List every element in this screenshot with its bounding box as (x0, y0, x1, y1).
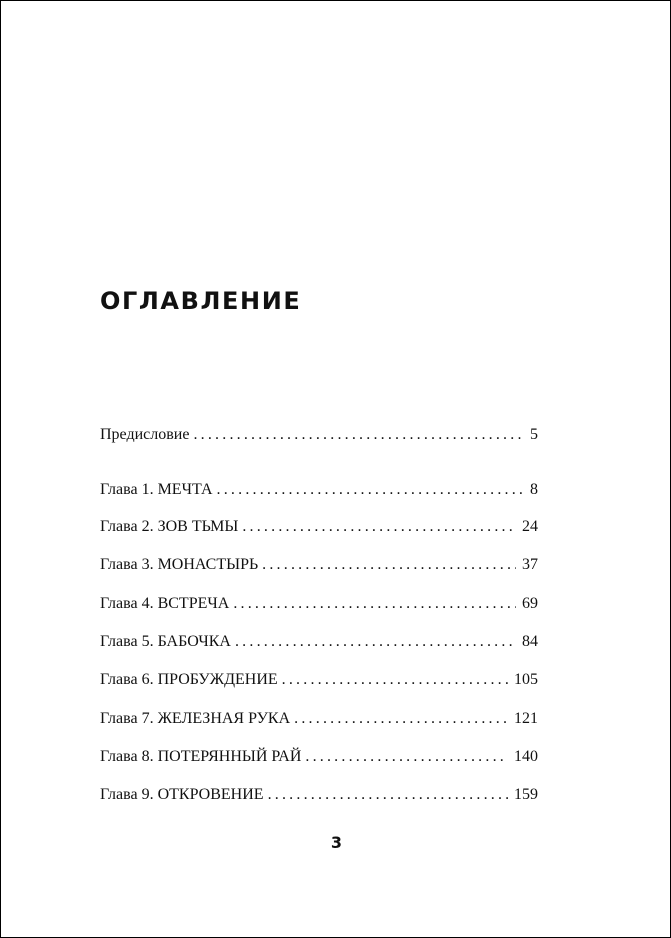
toc-entry-page: 84 (522, 633, 538, 650)
toc-entry-page: 37 (522, 556, 538, 573)
page-title: ОГЛАВЛЕНИЕ (100, 287, 302, 315)
toc-entry-page: 140 (514, 748, 538, 765)
toc-entry-title: ВСТРЕЧА (157, 595, 230, 612)
toc-leader-dots (268, 787, 508, 803)
toc-entry-page: 121 (514, 710, 538, 727)
toc-leader-dots (193, 427, 524, 443)
toc-entry-chapter: Глава 2. (100, 518, 154, 535)
toc-entry-preface (100, 427, 538, 443)
toc-entry-chapter: Глава 7. (100, 710, 154, 727)
toc-entry-chapter-1 (100, 482, 538, 498)
toc-entry-title: МОНАСТЫРЬ (157, 556, 259, 573)
toc-entry-title: МЕЧТА (157, 481, 213, 498)
toc-entry-chapter: Глава 3. (100, 556, 154, 573)
toc-leader-dots (217, 482, 524, 498)
toc-entry-title: Предисловие (100, 426, 190, 443)
toc-leader-dots (282, 672, 508, 688)
toc-entry-chapter: Глава 8. (100, 748, 154, 765)
toc-leader-dots (294, 711, 508, 727)
toc-entry-chapter: Глава 5. (100, 633, 154, 650)
toc-entry-title: ЖЕЛЕЗНАЯ РУКА (157, 710, 291, 727)
toc-entry-chapter-5 (100, 634, 538, 650)
toc-entry-title: БАБОЧКА (157, 633, 231, 650)
toc-entry-page: 24 (522, 518, 538, 535)
toc-entry-page: 5 (530, 426, 538, 443)
toc-entry-chapter: Глава 6. (100, 671, 154, 688)
toc-entry-chapter-2 (100, 519, 538, 535)
toc-entry-title: ПРОБУЖДЕНИЕ (157, 671, 278, 688)
toc-leader-dots (233, 596, 516, 612)
toc-entry-title: ЗОВ ТЬМЫ (157, 518, 239, 535)
toc-entry-chapter: Глава 9. (100, 786, 154, 803)
toc-entry-page: 8 (530, 481, 538, 498)
toc-entry-title: ПОТЕРЯННЫЙ РАЙ (157, 748, 302, 765)
toc-entry-chapter: Глава 1. (100, 481, 154, 498)
toc-entry-chapter-3 (100, 557, 538, 573)
toc-leader-dots (242, 519, 516, 535)
toc-entry-chapter-4 (100, 596, 538, 612)
toc-entry-title: ОТКРОВЕНИЕ (157, 786, 264, 803)
toc-entry-chapter-7 (100, 711, 538, 727)
page-number: 3 (330, 833, 343, 852)
toc-entry-page: 105 (514, 671, 538, 688)
toc-entry-chapter: Глава 4. (100, 595, 154, 612)
toc-entry-page: 69 (522, 595, 538, 612)
toc-entry-page: 159 (514, 786, 538, 803)
toc-entry-chapter-8 (100, 749, 538, 765)
toc-entry-chapter-9 (100, 787, 538, 803)
toc-leader-dots (235, 634, 516, 650)
toc-entry-chapter-6 (100, 672, 538, 688)
toc-leader-dots (262, 557, 516, 573)
toc-leader-dots (305, 749, 508, 765)
